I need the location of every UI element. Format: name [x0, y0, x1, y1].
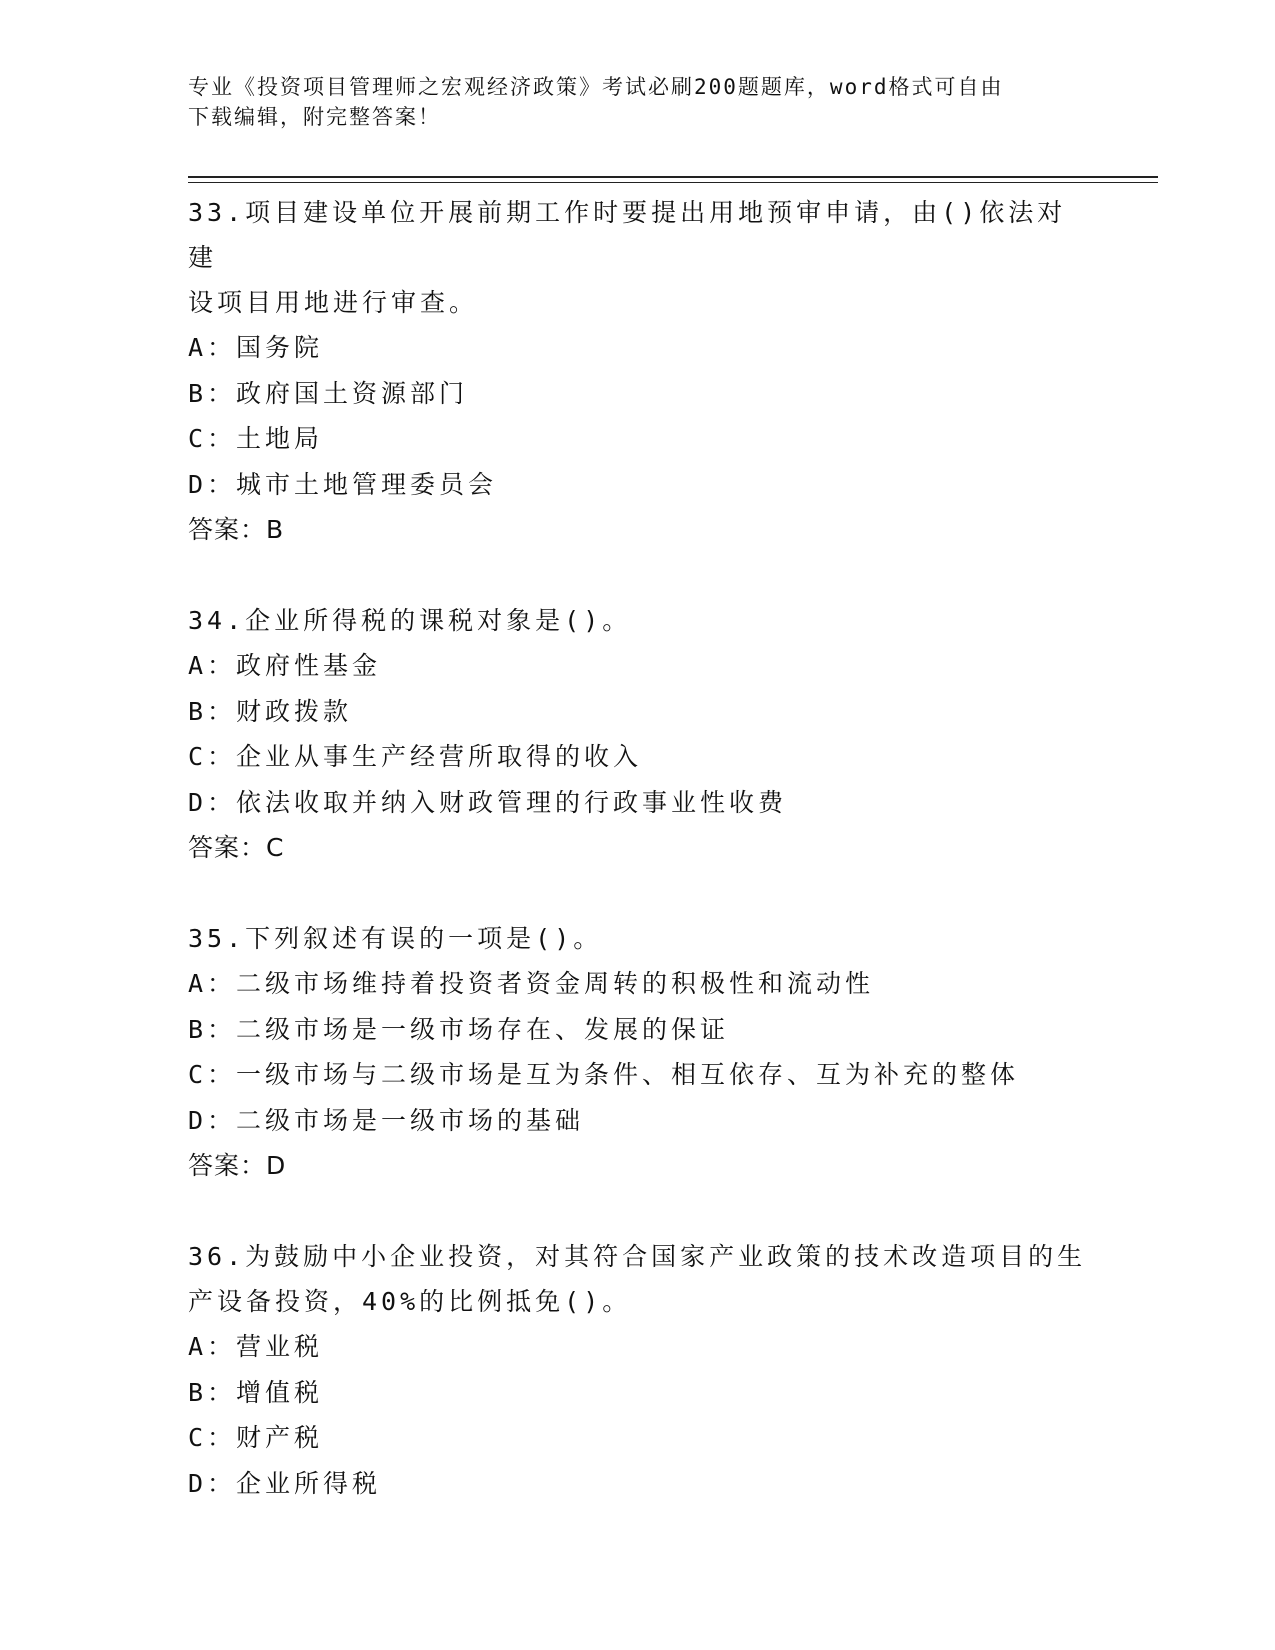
option-a: A：国务院 — [188, 333, 324, 362]
option-c: C：一级市场与二级市场是互为条件、相互依存、互为补充的整体 — [188, 1060, 1020, 1089]
option-b: B：二级市场是一级市场存在、发展的保证 — [188, 1014, 730, 1044]
question-35 — [188, 916, 1088, 1188]
document-header — [188, 72, 1088, 132]
option-c: C：土地局 — [188, 424, 324, 453]
option-d: D：依法收取并纳入财政管理的行政事业性收费 — [188, 787, 788, 817]
question-stem-line: 34.企业所得税的课税对象是()。 — [188, 606, 632, 635]
answer-label: 答案：D — [188, 1151, 287, 1180]
option-c: C：企业从事生产经营所取得的收入 — [188, 742, 643, 771]
question-36 — [188, 1234, 1088, 1506]
header-line-2: 下载编辑，附完整答案！ — [188, 105, 441, 129]
option-d: D：企业所得税 — [188, 1468, 382, 1498]
answer-label: 答案：C — [188, 833, 285, 862]
option-d: D：城市土地管理委员会 — [188, 469, 498, 499]
answer-label: 答案：B — [188, 515, 285, 544]
question-stem-line: 36.为鼓励中小企业投资，对其符合国家产业政策的技术改造项目的生 — [188, 1242, 1087, 1271]
question-list — [188, 190, 1088, 1552]
header-divider-thin — [188, 182, 1158, 183]
question-stem-line: 产设备投资，40%的比例抵免()。 — [188, 1287, 632, 1316]
question-stem-line: 35.下列叙述有误的一项是()。 — [188, 924, 603, 953]
question-stem-line: 设项目用地进行审查。 — [188, 288, 479, 317]
option-a: A：二级市场维持着投资者资金周转的积极性和流动性 — [188, 969, 875, 998]
option-d: D：二级市场是一级市场的基础 — [188, 1105, 585, 1135]
header-divider-thick — [188, 176, 1158, 178]
option-b: B：财政拨款 — [188, 696, 353, 726]
option-b: B：政府国土资源部门 — [188, 378, 469, 408]
option-b: B：增值税 — [188, 1377, 324, 1407]
question-34 — [188, 598, 1088, 870]
question-stem-line: 33.项目建设单位开展前期工作时要提出用地预审申请，由()依法对建 — [188, 198, 1067, 272]
header-line-1: 专业《投资项目管理师之宏观经济政策》考试必刷200题题库，word格式可自由 — [188, 75, 1004, 99]
option-a: A：营业税 — [188, 1332, 324, 1361]
option-c: C：财产税 — [188, 1423, 324, 1452]
option-a: A：政府性基金 — [188, 651, 382, 680]
question-33 — [188, 190, 1088, 552]
